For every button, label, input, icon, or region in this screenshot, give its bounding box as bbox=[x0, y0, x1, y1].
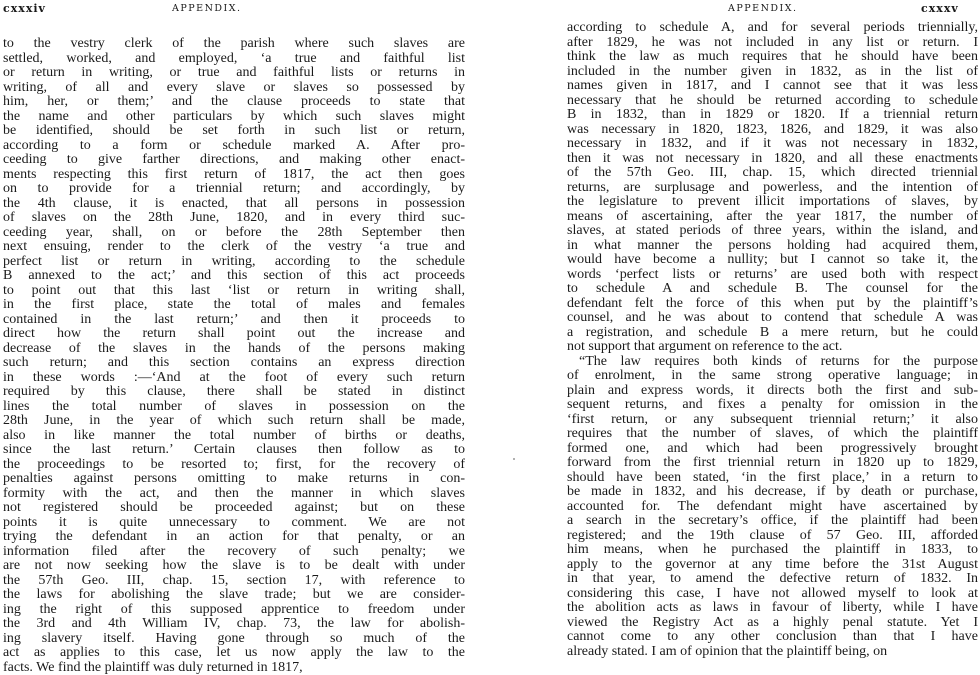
text-line: “The law requires both kinds of returns for the purpose bbox=[567, 355, 978, 370]
left-page-folio: cxxxiv bbox=[3, 2, 46, 15]
text-line: slaves, at stated periods of three years, within the island, and bbox=[567, 224, 978, 239]
text-line: him, her, or them;’ and the clause proceeds to state that bbox=[3, 95, 465, 110]
text-line: trying the defendant in an action for that penalty, or an bbox=[3, 530, 465, 545]
text-line: should have been stated, ‘in the first place,’ in a return to bbox=[567, 471, 978, 486]
text-line: settled, worked, and employed, ‘a true and faithful list bbox=[3, 52, 465, 67]
right-page-folio: cxxxv bbox=[921, 2, 959, 15]
text-line: means of ascertaining, after the year 1817, the number of bbox=[567, 210, 978, 225]
text-line: ing slavery itself. Having gone through so much of the bbox=[3, 632, 465, 647]
text-line: considering this case, I have not allowed myself to look at bbox=[567, 587, 978, 602]
text-line: a registration, and schedule B a mere return, but he could bbox=[567, 326, 978, 341]
text-line: not registered should be proceeded against; but on these bbox=[3, 501, 465, 516]
text-line: defendant felt the force of this when put by the plaintiff’s bbox=[567, 297, 978, 312]
text-line: counsel, and he was about to contend that schedule A was bbox=[567, 311, 978, 326]
text-line: then it was not necessary in 1820, and all these enactments bbox=[567, 152, 978, 167]
text-line: be made in 1832, and his decrease, if by death or purchase, bbox=[567, 485, 978, 500]
text-line: writing, of all and every slave or slaves so possessed by bbox=[3, 81, 465, 96]
text-line: forward from the first triennial return in 1820 up to 1829, bbox=[567, 456, 978, 471]
text-line: words ‘perfect lists or returns’ are used both with respect bbox=[567, 268, 978, 283]
text-line: information filed after the recovery of such penalty; we bbox=[3, 545, 465, 560]
text-line: the laws for abolishing the slave trade; but we are consider- bbox=[3, 588, 465, 603]
text-line: think the law as much requires that he should have been bbox=[567, 50, 978, 65]
text-line: already stated. I am of opinion that the plaintiff being, on bbox=[567, 645, 978, 660]
text-line: perfect list or return in writing, according to the schedule bbox=[3, 255, 465, 270]
text-line: contained in the last return;’ and then it proceeds to bbox=[3, 313, 465, 328]
text-line: facts. We find the plaintiff was duly returned in 1817, bbox=[3, 661, 465, 675]
left-page-running-head: APPENDIX. bbox=[172, 3, 242, 14]
text-line: decrease of the slaves in the hands of the persons making bbox=[3, 342, 465, 357]
text-line: of enrolment, in the same strong operative language; in bbox=[567, 369, 978, 384]
text-line: necessary in 1832, and if it was not necessary in 1832, bbox=[567, 137, 978, 152]
text-line: the legislature to prevent illicit importations of slaves, by bbox=[567, 195, 978, 210]
left-page-header bbox=[0, 0, 470, 20]
text-line: 28th June, in the year of which such return shall be made, bbox=[3, 414, 465, 429]
text-line: according to a form or schedule marked A. After pro- bbox=[3, 139, 465, 154]
text-line: penalties against persons omitting to make returns in con- bbox=[3, 472, 465, 487]
text-line: returns, are surplusage and powerless, and the intention of bbox=[567, 181, 978, 196]
text-line: apply to the governor at any time before the 31st August bbox=[567, 558, 978, 573]
gutter-mark bbox=[513, 458, 515, 460]
text-line: the 3rd and 4th William IV, chap. 73, the law for abolish- bbox=[3, 617, 465, 632]
text-line: act as applies to this case, let us now apply the law to the bbox=[3, 646, 465, 661]
text-line: would have become a nullity; but I cannot so take it, the bbox=[567, 253, 978, 268]
text-line: since the last return.’ Certain clauses then follow as to bbox=[3, 443, 465, 458]
text-line: accounted for. The defendant might have ascertained by bbox=[567, 500, 978, 515]
left-page-body bbox=[3, 37, 465, 675]
text-line: points it is quite unnecessary to comment. We are not bbox=[3, 516, 465, 531]
text-line: B in 1832, than in 1829 or 1820. If a triennial return bbox=[567, 108, 978, 123]
text-line: to the vestry clerk of the parish where such slaves are bbox=[3, 37, 465, 52]
text-line: in the first place, state the total of males and females bbox=[3, 298, 465, 313]
left-page bbox=[0, 0, 470, 649]
right-page-running-head: APPENDIX. bbox=[728, 3, 798, 14]
text-line: the proceedings to be resorted to; first, for the recovery of bbox=[3, 458, 465, 473]
right-page-body bbox=[567, 21, 978, 659]
text-line: cannot come to any other conclusion than that I have bbox=[567, 630, 978, 645]
text-line: was necessary in 1820, 1823, 1826, and 1829, it was also bbox=[567, 123, 978, 138]
text-line: a search in the secretary’s office, if the plaintiff had been bbox=[567, 514, 978, 529]
text-line: formed one, and which had been progressively brought bbox=[567, 442, 978, 457]
text-line: in what manner the persons holding had acquired them, bbox=[567, 239, 978, 254]
text-line: him means, when he purchased the plaintiff in 1833, to bbox=[567, 543, 978, 558]
text-line: direct how the return shall point out the increase and bbox=[3, 327, 465, 342]
text-line: requires that the number of slaves, of which the plaintiff bbox=[567, 427, 978, 442]
text-line: B annexed to the act;’ and this section of this act proceeds bbox=[3, 269, 465, 284]
text-line: ceeding year, shall, on or before the 28th September then bbox=[3, 226, 465, 241]
text-line: are not now seeking how the slave is to be dealt with under bbox=[3, 559, 465, 574]
text-line: lines the total number of slaves in possession on the bbox=[3, 400, 465, 415]
text-line: included in the number given in 1832, as in the list of bbox=[567, 65, 978, 80]
text-line: be identified, should be set forth in such list or return, bbox=[3, 124, 465, 139]
text-line: required by this clause, there shall be stated in distinct bbox=[3, 385, 465, 400]
text-line: ments respecting this first return of 1817, the act then goes bbox=[3, 168, 465, 183]
text-line: on to provide for a triennial return; and accordingly, by bbox=[3, 182, 465, 197]
text-line: formity with the act, and then the manner in which slaves bbox=[3, 487, 465, 502]
text-line: viewed the Registry Act as a highly penal statute. Yet I bbox=[567, 616, 978, 631]
text-line: according to schedule A, and for several periods triennially, bbox=[567, 21, 978, 36]
text-line: in that year, to amend the defective return of 1832. In bbox=[567, 572, 978, 587]
text-line: ‘first return, or any subsequent triennial return;’ it also bbox=[567, 413, 978, 428]
text-line: also in like manner the total number of births or deaths, bbox=[3, 429, 465, 444]
right-page-header bbox=[553, 0, 980, 20]
text-line: not support that argument on reference to the act. bbox=[567, 340, 978, 355]
text-line: plain and express words, it directs both the first and sub- bbox=[567, 384, 978, 399]
text-line: such return; and this section contains an express direction bbox=[3, 356, 465, 371]
right-page bbox=[553, 0, 980, 649]
text-line: the 57th Geo. III, chap. 15, section 17, with reference to bbox=[3, 574, 465, 589]
text-line: the name and other particulars by which such slaves might bbox=[3, 110, 465, 125]
text-line: ceeding to give farther directions, and making other enact- bbox=[3, 153, 465, 168]
text-line: the 4th clause, it is enacted, that all persons in possession bbox=[3, 197, 465, 212]
text-line: next ensuing, render to the clerk of the vestry ‘a true and bbox=[3, 240, 465, 255]
text-line: to schedule A and schedule B. The counsel for the bbox=[567, 282, 978, 297]
text-line: registered; and the 19th clause of 57 Geo. III, afforded bbox=[567, 529, 978, 544]
text-line: to point out that this last ‘list or return in writing shall, bbox=[3, 284, 465, 299]
text-line: of slaves on the 28th June, 1820, and in every third suc- bbox=[3, 211, 465, 226]
text-line: necessary that he should be returned according to schedule bbox=[567, 94, 978, 109]
text-line: ing the right of this supposed apprentice to freedom under bbox=[3, 603, 465, 618]
text-line: the abolition acts as laws in favour of liberty, while I have bbox=[567, 601, 978, 616]
text-line: names given in 1817, and I cannot see that it was less bbox=[567, 79, 978, 94]
text-line: in these words :—‘And at the foot of every such return bbox=[3, 371, 465, 386]
text-line: of the 57th Geo. III, chap. 15, which directed triennial bbox=[567, 166, 978, 181]
text-line: sequent returns, and fixes a penalty for omission in the bbox=[567, 398, 978, 413]
text-line: after 1829, he was not included in any list or return. I bbox=[567, 36, 978, 51]
text-line: or return in writing, or true and faithful lists or returns in bbox=[3, 66, 465, 81]
